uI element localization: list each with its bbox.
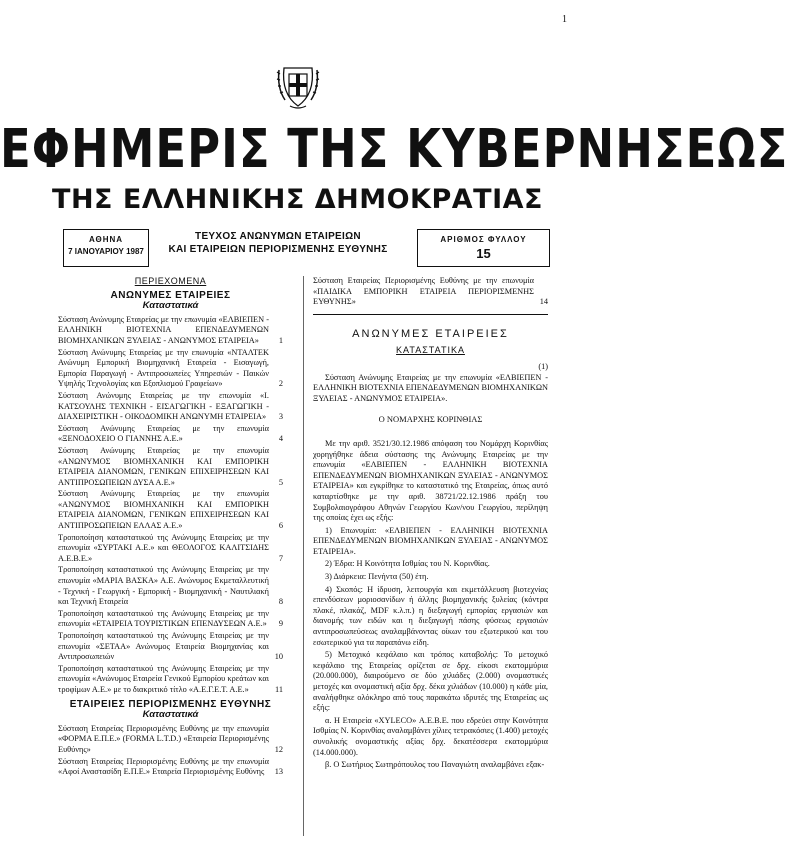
entry-text: Σύσταση Εταιρείας Περιορισμένης Ευθύνης με την επωνυμία «ΠΑΙΔΙΚΑ ΕΜΠΟΡΙΚΗ ΕΤΑΙΡΕΙΑ ΠΕΡΙΟΡΙΣΜΕΝΗΣ ΕΥΘΥΝΗΣ»	[313, 276, 534, 307]
issue-date: 7 ΙΑΝΟΥΑΡΙΟΥ 1987	[68, 247, 144, 256]
entry-page: 12	[274, 744, 283, 754]
body-paragraphs	[313, 439, 548, 771]
authority: Ο ΝΟΜΑΡΧΗΣ ΚΟΡΙΝΘΙΑΣ	[378, 414, 483, 425]
entry-page: 13	[274, 767, 283, 777]
entry-text: Σύσταση Ανώνυμης Εταιρείας με την επωνυμία «Ι. ΚΑΤΣΟΥΛΗΣ ΤΕΧΝΙΚΗ - ΕΙΣΑΓΩΓΙΚΗ - ΕΞΑΓΩΓΙΚΗ - ΔΙΑΧΕΙΡΙΣΤΙΚΗ - ΟΙΚΟΔΟΜΙΚΗ ΑΝΩΝΥΜΗ ΕΤΑΙΡΕΙΑ»	[58, 390, 269, 422]
entry-page: 8	[278, 597, 283, 607]
series-line-2: ΚΑΙ ΕΤΑΙΡΕΙΩΝ ΠΕΡΙΟΡΙΣΜΕΝΗΣ ΕΥΘΥΝΗΣ	[168, 244, 388, 255]
contents-entry	[58, 631, 283, 663]
series-box	[157, 229, 399, 265]
contents-entry	[58, 315, 283, 347]
entry-text: Τροποποίηση καταστατικού της Ανώνυμης Εταιρείας με την επωνυμία «ΜΑΡΙΑ ΒΑΣΚΑ» Α.Ε. Ανώνυμος Εκμεταλλευτική - Τεχνική - Γεωργική - Εμπορική - Βιομηχανική - Ναυτιλιακή και Τεχνική Εταιρεία	[58, 565, 269, 607]
greek-emblem-icon	[275, 54, 321, 110]
entry-text: Σύσταση Ανώνυμης Εταιρείας με την επωνυμία «ΝΤΑΛΤΕΚ Ανώνυμη Εμπορική Βιομηχανική Εταιρεία - Εισαγωγή, Εμπορία Παραγωγή - Αντιπροσωπείες Υπηρεσιών - Παικών Υψηλής Τεχνολογίας και Εξοπλισμού Γραφείων»	[58, 347, 269, 389]
contents-entry	[58, 664, 283, 696]
entry-page: 14	[539, 297, 548, 307]
entry-text: Τροποποίηση καταστατικού της Ανώνυμης Εταιρείας με την επωνυμία «ΕΤΑΙΡΕΙΑ ΤΟΥΡΙΣΤΙΚΩΝ ΕΠΕΝΔΥΣΕΩΝ Α.Ε.»	[58, 608, 269, 629]
epe-entries-list	[58, 724, 283, 778]
body-paragraph: α. Η Εταιρεία «XYLECO» Α.Ε.Β.Ε. που εδρεύει στην Κοινότητα Ισθμίας Ν. Κορινθίας αναλαμβάνει χίλιες τετρακόσιες (1.400) μετοχές συνολικής ονομαστικής αξίας δρχ. δεκατέσσερα εκατομμύρια (14.000.000).	[313, 715, 548, 757]
entry-text: Τροποποίηση καταστατικού της Ανώνυμης Εταιρείας με την επωνυμία «Ανώνυμος Εταιρεία Γενικού Εμπορίου κρεάτων και τροφίμων Α.Ε.» με το διακριτικό τίτλο «Α.Ε.Γ.Ε.Τ. Α.Ε.»	[58, 663, 269, 694]
entry-page: 10	[274, 652, 283, 662]
gazette-subtitle: ΤΗΣ ΕΛΛΗΝΙΚΗΣ ΔΗΜΟΚΡΑΤΙΑΣ	[52, 184, 543, 215]
entry-text: Σύσταση Εταιρείας Περιορισμένης Ευθύνης με την επωνυμία «Αφοί Αναστασίδη Ε.Π.Ε.» Εταιρεία Περιορισμένης Ευθύνης	[58, 756, 269, 777]
item-number: (1)	[538, 361, 548, 371]
sheet-label: ΑΡΙΘΜΟΣ ΦΥΛΛΟΥ	[440, 235, 527, 244]
body-paragraph: 5) Μετοχικό κεφάλαιο και τρόπος καταβολής: Το μετοχικό κεφάλαιο της Εταιρείας ορίζεται σε δρχ. είκοσι εκατομμύρια (20.000.000), διαιρούμενο σε δύο χιλιάδες (2.000) ονομαστικές μετοχές και ονομαστική αξία δρχ. δέκα χιλιάδων (10.000) η κάθε μία, αναλήφθηκε ολόκληρο από τους παρακάτω ιδρυτές της Εταιρείας ως εξής:	[313, 650, 548, 713]
entry-page: 11	[275, 684, 283, 694]
entry-text: Σύσταση Ανώνυμης Εταιρείας με την επωνυμία «ΞΕΝΟΔΟΧΕΙΟ Ο ΓΙΑΝΝΗΣ Α.Ε.»	[58, 423, 269, 444]
contents-heading: ΠΕΡΙΕΧΟΜΕΝΑ	[134, 276, 207, 286]
entry-text: Τροποποίηση καταστατικού της Ανώνυμης Εταιρείας με την επωνυμία «ΣΕΤΑΑ» Ανώνυμος Εταιρεία Βιομηχανίας και Αντιπροσωπειών	[58, 631, 269, 662]
body-paragraph: 2) Έδρα: Η Κοινότητα Ισθμίας του Ν. Κορινθίας.	[325, 559, 490, 569]
epe-subheading: Καταστατικά	[142, 709, 199, 721]
item-title: Σύσταση Ανώνυμης Εταιρείας με την επωνυμία «ΕΛΒΙΕΠΕΝ - ΕΛΛΗΝΙΚΗ ΒΙΟΤΕΧΝΙΑ ΕΠΕΝΔΕΔΥΜΕΝΩΝ ΒΙΟΜΗΧΑΝΙΚΩΝ ΞΥΛΕΙΑΣ - ΑΝΩΝΥΜΟΣ ΕΤΑΙΡΕΙΑ».	[313, 372, 548, 403]
body-subheading: ΚΑΤΑΣΤΑΤΙΚΑ	[396, 345, 465, 356]
entry-text: Τροποποίηση καταστατικού της Ανώνυμης Εταιρείας με την επωνυμία «ΣΥΡΤΑΚΙ Α.Ε.» και ΘΕΟΛΟΓΟΣ ΚΑΛΙΤΣΙΔΗΣ Α.Ε.Β.Ε.»	[58, 532, 269, 563]
body-heading: ΑΝΩΝΥΜΕΣ ΕΤΑΙΡΕΙΕΣ	[352, 327, 509, 340]
column-divider	[303, 276, 304, 836]
body-paragraph: 4) Σκοπός: Η ίδρυση, λειτουργία και εκμετάλλευση βιοτεχνίας επενδύσεων μοριοσανίδων ή άλλης βιομηχανικής ξυλείας (κόντρα πλακέ, πλακάζ, MDF κ.λ.π.) η διεξαγωγή εμπορίας εργασιών και διανομής των ειδών και η διεξαγωγή πάσης φύσεως εργασιών αντιπροσωπεύσεως αναλαμβάνοντας οίκων του εξωτερικού και του εσωτερικού για τα παραπάνω είδη.	[313, 584, 548, 647]
contents-entry	[58, 424, 283, 445]
entry-page: 7	[278, 553, 283, 563]
entry-text: Σύσταση Ανώνυμης Εταιρείας με την επωνυμία «ΑΝΩΝΥΜΟΣ ΒΙΟΜΗΧΑΝΙΚΗ ΚΑΙ ΕΜΠΟΡΙΚΗ ΕΤΑΙΡΕΙΑ ΔΙΑΝΟΜΩΝ, ΓΕΝΙΚΩΝ ΕΠΙΧΕΙΡΗΣΕΩΝ ΚΑΙ ΑΝΤΙΠΡΟΣΩΠΕΙΩΝ ΕΛΛΑΣ Α.Ε.»	[58, 489, 269, 531]
body-paragraph: Με την αριθ. 3521/30.12.1986 απόφαση του Νομάρχη Κορινθίας χορηγήθηκε άδεια σύστασης της Ανώνυμης Εταιρείας με την επωνυμία «ΕΛΒΙΕΠΕΝ - ΕΛΛΗΝΙΚΗ ΒΙΟΤΕΧΝΙΑ ΕΠΕΝΔΕΔΥΜΕΝΩΝ ΒΙΟΜΗΧΑΝΙΚΩΝ ΞΥΛΕΙΑΣ - ΑΝΩΝΥΜΟΣ ΕΤΑΙΡΕΙΑ» και εγκρίθηκε το καταστατικό της Εταιρείας, όπως αυτό καταρτίσθηκε με την αριθ. 38721/22.12.1986 πράξη του Συμβολαιογράφου Αθηνών Γεωργίου Κων/νου Γεωργίου, περίληψη της οποίας έχει ως εξής:	[313, 438, 548, 523]
contents-entry	[58, 446, 283, 488]
ae-subheading: Καταστατικά	[142, 300, 199, 312]
body-paragraph: 1) Επωνυμία: «ΕΛΒΙΕΠΕΝ - ΕΛΛΗΝΙΚΗ ΒΙΟΤΕΧΝΙΑ ΕΠΕΝΔΕΔΥΜΕΝΩΝ ΒΙΟΜΗΧΑΝΙΚΩΝ ΞΥΛΕΙΑΣ - ΑΝΩΝΥΜΟΣ ΕΤΑΙΡΕΙΑ».	[313, 525, 548, 556]
entry-page: 3	[278, 412, 283, 422]
entry-page: 5	[278, 477, 283, 487]
contents-column	[58, 276, 283, 779]
epe-heading: ΕΤΑΙΡΕΙΕΣ ΠΕΡΙΟΡΙΣΜΕΝΗΣ ΕΥΘΥΝΗΣ	[69, 698, 272, 710]
entry-text: Σύσταση Ανώνυμης Εταιρείας με την επωνυμία «ΑΝΩΝΥΜΟΣ ΒΙΟΜΗΧΑΝΙΚΗ ΚΑΙ ΕΜΠΟΡΙΚΗ ΕΤΑΙΡΕΙΑ ΔΙΑΝΟΜΩΝ, ΓΕΝΙΚΩΝ ΕΠΙΧΕΙΡΗΣΕΩΝ ΚΑΙ ΑΝΤΙΠΡΟΣΩΠΕΙΩΝ ΔΥΣΑ Α.Ε.»	[58, 445, 269, 487]
section-rule	[313, 314, 548, 315]
contents-entry	[58, 391, 283, 423]
contents-entry	[58, 724, 283, 756]
entry-page: 9	[278, 619, 283, 629]
ae-heading: ΑΝΩΝΥΜΕΣ ΕΤΑΙΡΕΙΕΣ	[110, 289, 231, 301]
series-line-1: ΤΕΥΧΟΣ ΑΝΩΝΥΜΩΝ ΕΤΑΙΡΕΙΩΝ	[195, 231, 361, 242]
gazette-title: ΕΦΗΜΕΡΙΣ ΤΗΣ ΚΥΒΕΡΝΗΣΕΩΣ	[0, 117, 788, 180]
sheet-number: 15	[476, 246, 491, 261]
body-paragraph: 3) Διάρκεια: Πενήντα (50) έτη.	[325, 572, 429, 582]
page-number: 1	[562, 14, 567, 25]
body-column	[313, 276, 548, 773]
ae-entries-list	[58, 315, 283, 696]
contents-entry	[313, 276, 548, 308]
location-date-box	[63, 229, 149, 267]
contents-entry	[58, 609, 283, 630]
contents-entry	[58, 348, 283, 390]
sheet-number-box	[417, 229, 550, 267]
entry-page: 6	[278, 521, 283, 531]
entry-page: 1	[278, 335, 283, 345]
contents-entry	[58, 757, 283, 778]
entry-text: Σύσταση Ανώνυμης Εταιρείας με την επωνυμία «ΕΛΒΙΕΠΕΝ - ΕΛΛΗΝΙΚΗ ΒΙΟΤΕΧΝΙΑ ΕΠΕΝΔΕΔΥΜΕΝΩΝ ΒΙΟΜΗΧΑΝΙΚΩΝ ΞΥΛΕΙΑΣ - ΑΝΩΝΥΜΟΣ ΕΤΑΙΡΕΙΑ»	[58, 314, 269, 345]
issue-location: ΑΘΗΝΑ	[88, 235, 124, 244]
issue-bar	[63, 229, 550, 267]
entry-page: 4	[278, 434, 283, 444]
body-paragraph: β. Ο Σωτήριος Σωτηρόπουλος του Παναγιώτη αναλαμβάνει εξακ-	[325, 760, 545, 770]
entry-page: 2	[278, 379, 283, 389]
entry-text: Σύσταση Εταιρείας Περιορισμένης Ευθύνης με την επωνυμία «ΦΟΡΜΑ Ε.Π.Ε.» (FORMA L.T.D.) «Εταιρεία Περιορισμένης Ευθύνης»	[58, 723, 269, 754]
contents-entry	[58, 489, 283, 531]
contents-entry	[58, 565, 283, 607]
contents-entry	[58, 533, 283, 565]
